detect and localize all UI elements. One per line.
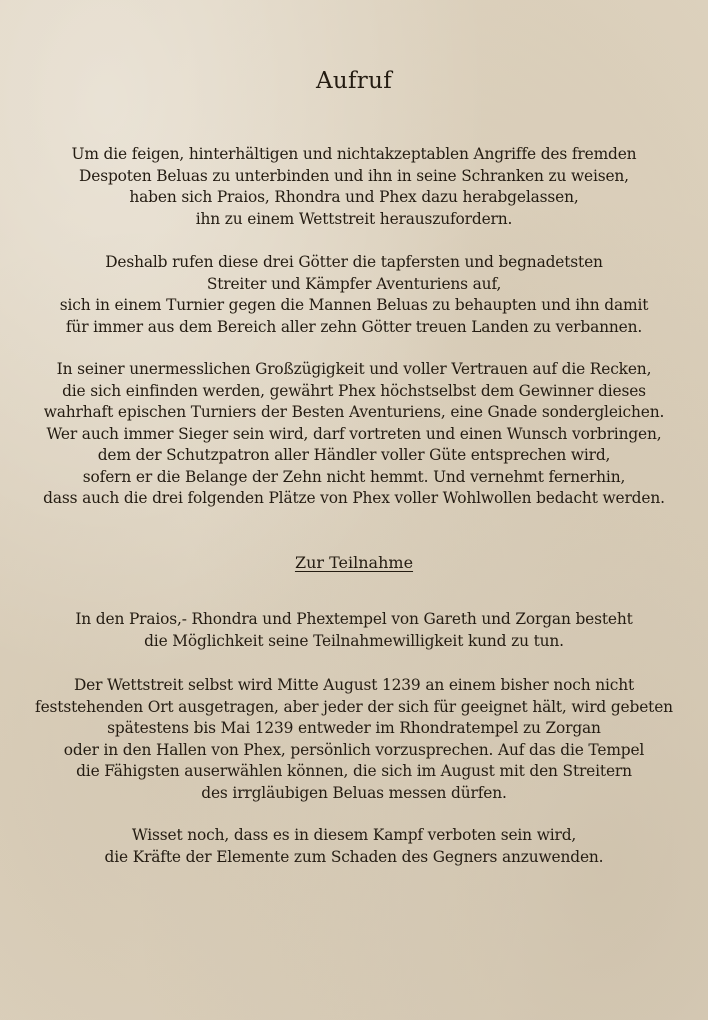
text-line: dass auch die drei folgenden Plätze von Phex voller Wohlwollen bedacht werden. xyxy=(43,489,665,507)
page-title: Aufruf xyxy=(315,68,393,94)
text-line: für immer aus dem Bereich aller zehn Götter treuen Landen zu verbannen. xyxy=(65,317,643,336)
text-line: In den Praios,- Rhondra und Phextempel von Gareth und Zorgan besteht xyxy=(75,610,633,628)
text-line: In seiner unermesslichen Großzügigkeit und voller Vertrauen auf die Recken, xyxy=(56,360,652,378)
text-line: dem der Schutzpatron aller Händler voller Güte entsprechen wird, xyxy=(97,446,611,464)
paragraph-schedule xyxy=(0,675,708,804)
text-line: feststehenden Ort ausgetragen, aber jeder der sich für geeignet hält, wird gebeten xyxy=(35,697,673,716)
text-line: wahrhaft epischen Turniers der Besten Aventuriens, eine Gnade sondergleichen. xyxy=(43,403,665,421)
text-line: sofern er die Belange der Zehn nicht hemmt. Und vernehmt fernerhin, xyxy=(82,467,626,486)
text-line: sich in einem Turnier gegen die Mannen Beluas zu behaupten und ihn damit xyxy=(59,296,649,314)
text-line: die sich einfinden werden, gewährt Phex höchstselbst dem Gewinner dieses xyxy=(62,381,646,400)
section-heading-text: Zur Teilnahme xyxy=(294,553,414,572)
text-line: Der Wettstreit selbst wird Mitte August 1239 an einem bisher noch nicht xyxy=(73,676,635,694)
paragraph-reward xyxy=(0,359,708,510)
section-heading xyxy=(0,552,708,574)
paragraph-rules xyxy=(0,825,708,868)
text-line: oder in den Hallen von Phex, persönlich vorzusprechen. Auf das die Tempel xyxy=(63,740,645,759)
text-line: Despoten Beluas zu unterbinden und ihn in seine Schranken zu weisen, xyxy=(79,166,629,185)
text-line: des irrgläubigen Beluas messen dürfen. xyxy=(201,783,507,802)
text-line: spätestens bis Mai 1239 entweder im Rhondratempel zu Zorgan xyxy=(107,719,601,737)
text-line: Um die feigen, hinterhältigen und nichtakzeptablen Angriffe des fremden xyxy=(71,145,637,163)
text-line: Wer auch immer Sieger sein wird, darf vortreten und einen Wunsch vorbringen, xyxy=(46,424,662,443)
paragraph-registration xyxy=(0,609,708,652)
text-line: ihn zu einem Wettstreit herauszufordern. xyxy=(195,209,513,228)
text-line: haben sich Praios, Rhondra und Phex dazu herabgelassen, xyxy=(129,188,579,206)
text-line: Wisset noch, dass es in diesem Kampf verboten sein wird, xyxy=(131,826,577,844)
paragraph-call-intro xyxy=(0,144,708,230)
paragraph-call-warriors xyxy=(0,252,708,338)
text-line: die Kräfte der Elemente zum Schaden des Gegners anzuwenden. xyxy=(104,847,604,866)
text-line: Streiter und Kämpfer Aventuriens auf, xyxy=(206,274,502,293)
text-line: Deshalb rufen diese drei Götter die tapfersten und begnadetsten xyxy=(105,253,603,271)
text-line: die Möglichkeit seine Teilnahmewilligkeit kund zu tun. xyxy=(144,631,564,650)
text-line: die Fähigsten auserwählen können, die sich im August mit den Streitern xyxy=(76,762,632,780)
